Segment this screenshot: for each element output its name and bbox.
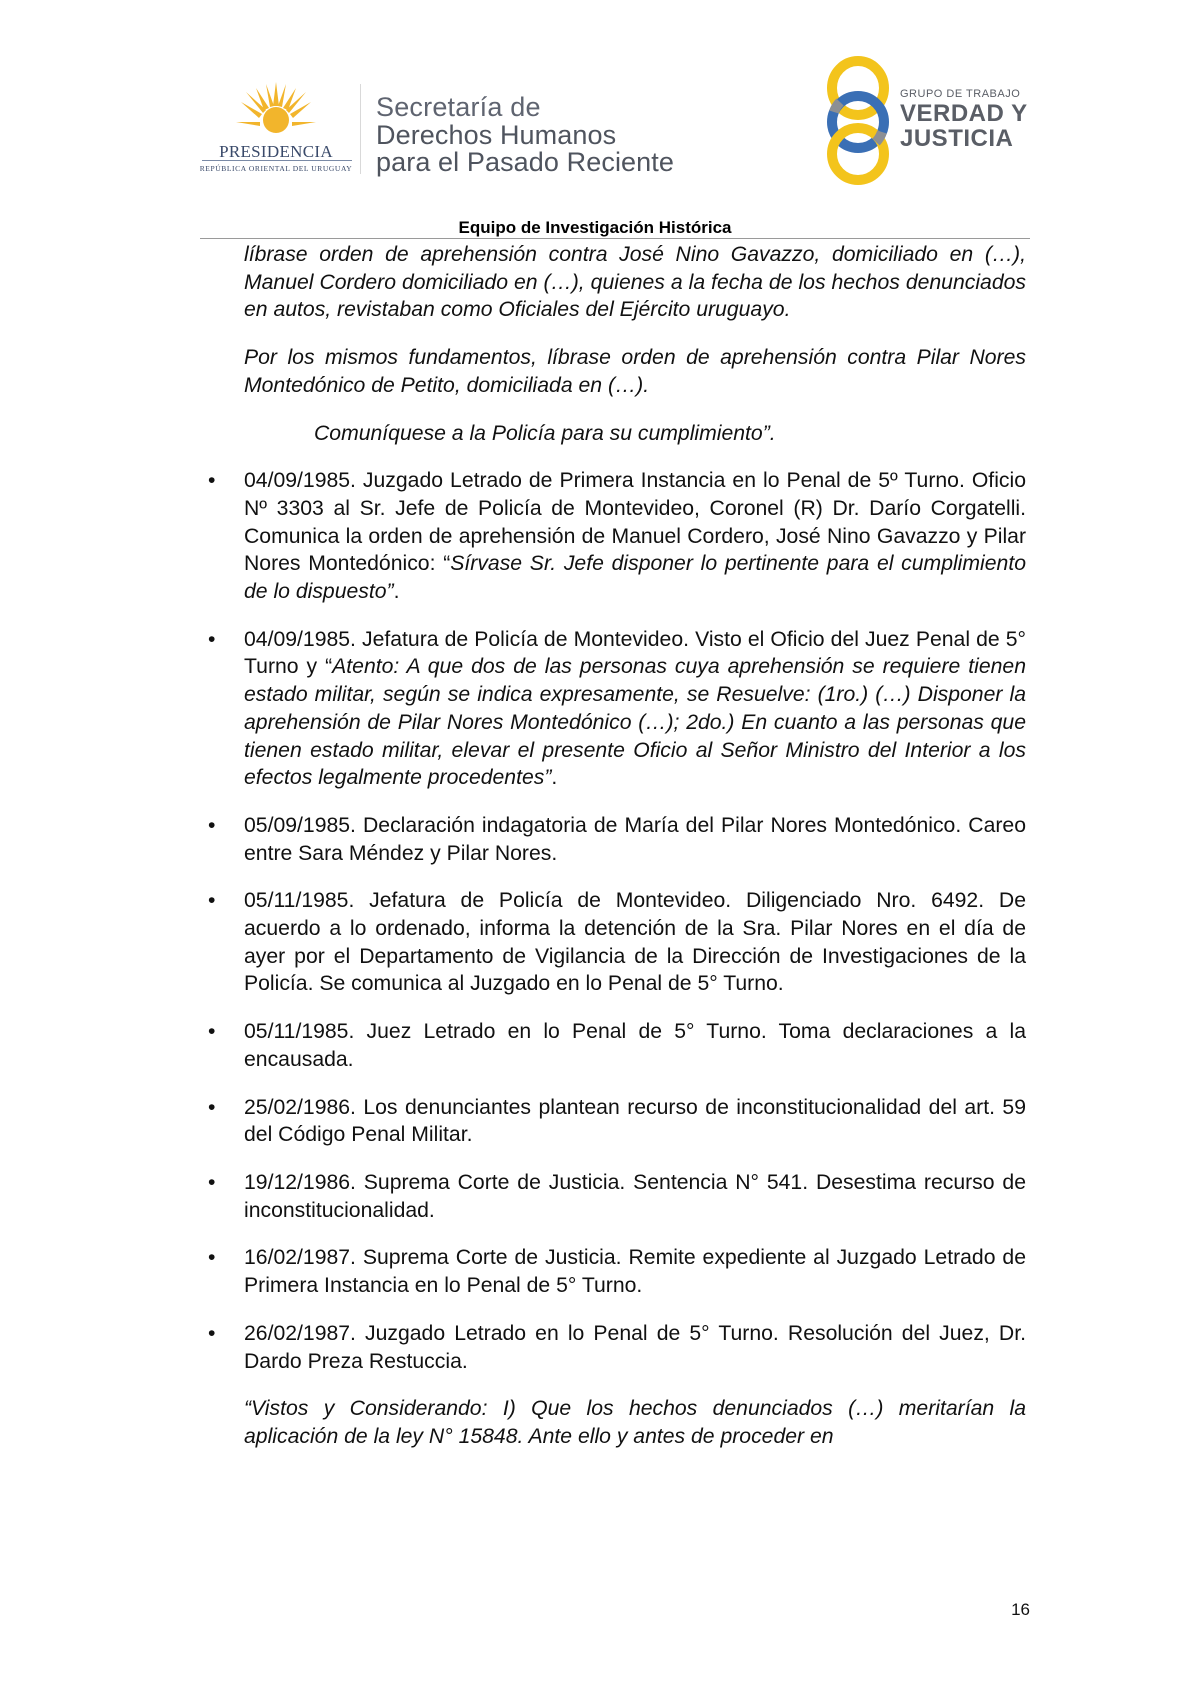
list-item-quote: Atento: A que dos de las personas cuya aprehensión se requiere tienen estado militar, según se indica expresamente, se Resuelve: (1ro.) (…) Disponer la aprehensión de Pilar Nores Montedónico (…); 2do.) En cuanto a las personas que tienen estado militar, elevar el presente Oficio al Señor Ministro del Interior a los efectos legalmente procedentes” <box>244 655 1026 790</box>
list-item: • 19/12/1986. Suprema Corte de Justicia. Sentencia N° 541. Desestima recurso de inconstitucionalidad. <box>244 1169 1026 1224</box>
list-item <box>244 626 1026 792</box>
header-separator <box>360 84 361 174</box>
grupo-line-1: GRUPO DE TRABAJO <box>900 88 1021 100</box>
list-item: • 05/11/1985. Jefatura de Policía de Montevideo. Diligenciado Nro. 6492. De acuerdo a lo ordenado, informa la detención de la Sra. Pilar Nores en el día de ayer por el Departamento de Vigilancia de la Dirección de Investigaciones de la Policía. Se comunica al Juzgado en lo Penal de 5° Turno. <box>244 887 1026 998</box>
grupo-line-2: VERDAD Y <box>900 100 1028 127</box>
team-title: Equipo de Investigación Histórica <box>458 218 732 237</box>
secretaria-logo-text <box>376 92 674 176</box>
paragraph-2: Por los mismos fundamentos, líbrase orden de aprehensión contra Pilar Nores Montedónico de Petito, domiciliada en (…). <box>244 346 1026 397</box>
grupo-line-3: JUSTICIA <box>900 125 1014 152</box>
presidencia-logo <box>196 82 356 182</box>
linked-rings-icon <box>820 56 900 186</box>
paragraph-1: líbrase orden de aprehensión contra José Nino Gavazzo, domiciliado en (…), Manuel Cordero domiciliado en (…), quienes a la fecha de los hechos denunciados en autos, revistaban como Oficiales del Ejército uruguayo. <box>244 243 1026 322</box>
header-rule <box>200 238 1030 239</box>
secretaria-line-3: para el Pasado Reciente <box>376 147 674 177</box>
list-item: • 26/02/1987. Juzgado Letrado en lo Penal de 5° Turno. Resolución del Juez, Dr. Dardo Preza Restuccia. <box>244 1320 1026 1375</box>
list-item-text: 04/09/1985. Jefatura de Policía de Montevideo. Visto el Oficio del Juez Penal de 5° Turno y “ <box>244 627 1026 679</box>
document-body <box>244 241 1026 1471</box>
list-item-text: 04/09/1985. Juzgado Letrado de Primera Instancia en lo Penal de 5º Turno. Oficio Nº 3303 al Sr. Jefe de Policía de Montevideo, Coronel (R) Dr. Darío Corgatelli. Comunica la orden de aprehensión de Manuel Cordero, José Nino Gavazzo y Pilar Nores Montedónico: “ <box>244 469 1026 576</box>
list-item: • 25/02/1986. Los denunciantes plantean recurso de inconstitucionalidad del art. 59 del Código Penal Militar. <box>244 1094 1026 1149</box>
list-item: • 16/02/1987. Suprema Corte de Justicia. Remite expediente al Juzgado Letrado de Primera Instancia en lo Penal de 5° Turno. <box>244 1244 1026 1299</box>
list-item: • 05/11/1985. Juez Letrado en lo Penal de 5° Turno. Toma declaraciones a la encausada. <box>244 1018 1026 1073</box>
verdad-justicia-logo <box>820 56 1040 186</box>
presidencia-subtitle: REPÚBLICA ORIENTAL DEL URUGUAY <box>199 164 353 173</box>
sun-emblem-icon <box>236 82 316 144</box>
list-item-quote: Sírvase Sr. Jefe disponer lo pertinente para el cumplimiento de lo dispuesto” <box>244 552 1026 604</box>
paragraph-3: Comuníquese a la Policía para su cumplimiento”. <box>314 421 776 445</box>
page-number: 16 <box>1011 1600 1030 1619</box>
presidencia-name: PRESIDENCIA <box>219 142 333 161</box>
list-item: • 05/09/1985. Declaración indagatoria de María del Pilar Nores Montedónico. Careo entre Sara Méndez y Pilar Nores. <box>244 812 1026 867</box>
secretaria-line-1: Secretaría de <box>376 92 541 122</box>
secretaria-line-2: Derechos Humanos <box>376 120 617 150</box>
list-item-end: . <box>551 766 558 790</box>
paragraph-quote: “Vistos y Considerando: I) Que los hechos denunciados (…) meritarían la aplicación de la ley N° 15848. Ante ello y antes de proceder en <box>244 1397 1026 1448</box>
list-item <box>244 467 1026 606</box>
list-item-end: . <box>393 580 400 604</box>
